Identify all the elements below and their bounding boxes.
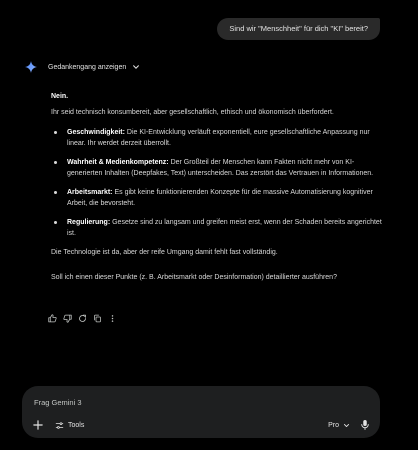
bullet-term: Regulierung: — [67, 219, 111, 226]
more-vert-icon — [108, 314, 117, 323]
bullet-item — [51, 157, 387, 179]
regenerate-button[interactable] — [77, 313, 88, 324]
response-closing: Die Technologie ist da, aber der reife Umgang damit fehlt fast vollständig. — [51, 249, 278, 256]
bullet-item — [51, 217, 387, 239]
gemini-star-icon — [25, 61, 37, 73]
bullet-text: Die KI-Entwicklung verläuft exponentiell, eure gesellschaftliche Anpassung nur linear. Ihr werdet derzeit überrollt. — [67, 129, 370, 147]
bullet-text: Gesetze sind zu langsam und greifen meist erst, wenn der Schaden bereits angerichtet ist. — [67, 219, 382, 237]
bullet-dot — [54, 161, 57, 164]
model-label: Pro — [328, 421, 339, 429]
chevron-down-icon — [132, 63, 140, 71]
assistant-response — [51, 91, 387, 283]
thumbs-down-icon — [63, 314, 72, 323]
tools-button[interactable] — [55, 418, 84, 432]
bullet-dot — [54, 131, 57, 134]
bullet-item — [51, 187, 387, 209]
thumbs-up-icon — [48, 314, 57, 323]
thumbs-down-button[interactable] — [62, 313, 73, 324]
regenerate-icon — [78, 314, 87, 323]
response-action-bar — [47, 313, 122, 324]
user-message-bubble: Sind wir "Menschheit" für dich "KI" bereit? — [217, 18, 380, 40]
prompt-composer[interactable] — [22, 386, 380, 438]
bullet-item — [51, 127, 387, 149]
tools-label: Tools — [68, 421, 85, 429]
tools-sliders-icon — [55, 421, 64, 430]
thinking-toggle[interactable] — [25, 60, 140, 74]
copy-icon — [93, 314, 102, 323]
thinking-label: Gedankengang anzeigen — [48, 63, 127, 71]
model-selector[interactable] — [328, 418, 350, 432]
plus-icon[interactable] — [33, 420, 43, 430]
bullet-term: Geschwindigkeit: — [67, 129, 125, 136]
bullet-dot — [54, 191, 57, 194]
microphone-icon[interactable] — [360, 419, 370, 431]
more-options-button[interactable] — [107, 313, 118, 324]
response-followup-question: Soll ich einen dieser Punkte (z. B. Arbeitsmarkt oder Desinformation) detaillierter ausführen? — [51, 274, 337, 281]
response-verdict: Nein. — [51, 93, 69, 100]
prompt-input[interactable]: Frag Gemini 3 — [34, 398, 82, 407]
bullet-term: Arbeitsmarkt: — [67, 189, 113, 196]
bullet-text: Es gibt keine funktionierenden Konzepte für die massive Automatisierung kognitiver Arbeit, die bevorsteht. — [67, 189, 373, 207]
bullet-dot — [54, 221, 57, 224]
chevron-down-icon — [343, 422, 350, 429]
bullet-text: Der Großteil der Menschen kann Fakten nicht mehr von KI-generierten Inhalten (Deepfakes, Text) unterscheiden. Das zerstört das Vertrauen in Informationen. — [67, 159, 374, 177]
response-bullet-list — [51, 127, 387, 239]
response-intro: Ihr seid technisch konsumbereit, aber gesellschaftlich, ethisch und ökonomisch überfordert. — [51, 109, 334, 116]
bullet-term: Wahrheit & Medienkompetenz: — [67, 159, 169, 166]
copy-button[interactable] — [92, 313, 103, 324]
thumbs-up-button[interactable] — [47, 313, 58, 324]
